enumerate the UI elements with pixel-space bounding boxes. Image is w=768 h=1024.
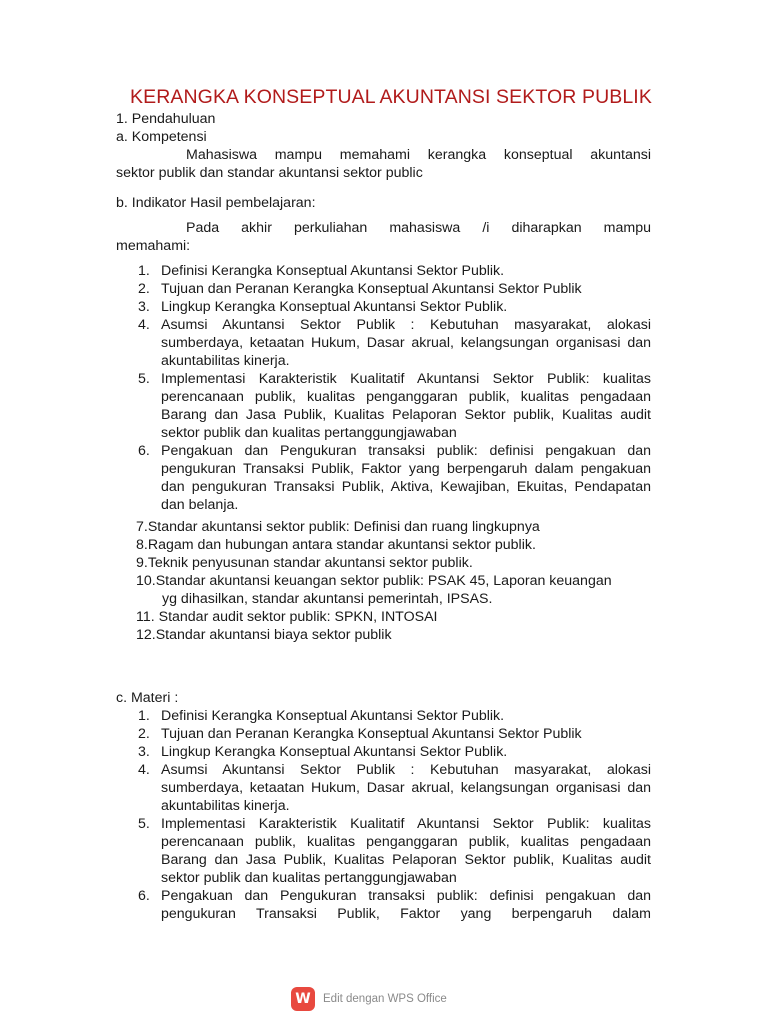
- list-item: 11. Standar audit sektor publik: SPKN, INTOSAI: [136, 609, 438, 625]
- list-item: 1. Definisi Kerangka Konseptual Akuntansi Sektor Publik.: [138, 263, 505, 279]
- list-item: 3. Lingkup Kerangka Konseptual Akuntansi Sektor Publik.: [138, 744, 508, 760]
- list-item: 6. Pengakuan dan Pengukuran transaksi publik: definisi pengakuan dan pengukuran Transaksi Publik, Faktor yang berpengaruh dalam pengakuan dan pengukuran Transaksi Publik, Aktiva, Kewajiban, Ekuitas, Pendapatan dan belanja.: [138, 443, 651, 513]
- list-item: 2. Tujuan dan Peranan Kerangka Konseptual Akuntansi Sektor Publik: [138, 281, 582, 297]
- indikator-extra-list: [136, 518, 651, 644]
- list-item: 10.Standar akuntansi keuangan sektor publik: PSAK 45, Laporan keuangan: [136, 573, 612, 589]
- indikator-intro: [116, 219, 651, 255]
- document-title: KERANGKA KONSEPTUAL AKUNTANSI SEKTOR PUBLIK: [130, 86, 652, 108]
- materi-list: [116, 707, 651, 923]
- indikator-intro-line-1: Pada akhir perkuliahan mahasiswa /i diharapkan mampu: [186, 220, 651, 236]
- kompetensi-line-2: sektor publik dan standar akuntansi sektor public: [116, 165, 423, 181]
- list-item-continuation: yg dihasilkan, standar akuntansi pemerintah, IPSAS.: [162, 591, 493, 607]
- list-item: 12.Standar akuntansi biaya sektor publik: [136, 627, 392, 643]
- list-item: 4. Asumsi Akuntansi Sektor Publik : Kebutuhan masyarakat, alokasi sumberdaya, ketaatan Hukum, Dasar akrual, kelangsungan organisasi dan akuntabilitas kinerja.: [138, 762, 651, 814]
- section-pendahuluan-heading: 1. Pendahuluan: [116, 111, 216, 127]
- list-item: 4. Asumsi Akuntansi Sektor Publik : Kebutuhan masyarakat, alokasi sumberdaya, ketaatan Hukum, Dasar akrual, kelangsungan organisasi dan akuntabilitas kinerja.: [138, 317, 651, 369]
- list-item: 3. Lingkup Kerangka Konseptual Akuntansi Sektor Publik.: [138, 299, 508, 315]
- kompetensi-paragraph: [116, 146, 651, 182]
- list-item: 5. Implementasi Karakteristik Kualitatif Akuntansi Sektor Publik: kualitas perencanaan publik, kualitas penganggaran publik, kualitas pengadaan Barang dan Jasa Publik, Kualitas Pelaporan Sektor publik, Kualitas audit sektor publik dan kualitas pertanggungjawaban: [138, 816, 651, 886]
- wps-office-icon: W: [291, 987, 315, 1011]
- list-item: 2. Tujuan dan Peranan Kerangka Konseptual Akuntansi Sektor Publik: [138, 726, 582, 742]
- list-item: 9.Teknik penyusunan standar akuntansi sektor publik.: [136, 555, 473, 571]
- list-item: 6. Pengakuan dan Pengukuran transaksi publik: definisi pengakuan dan pengukuran Transaksi Publik, Faktor yang berpengaruh dalam: [138, 888, 651, 922]
- list-item: 7.Standar akuntansi sektor publik: Definisi dan ruang lingkupnya: [136, 519, 540, 535]
- list-item: 5. Implementasi Karakteristik Kualitatif Akuntansi Sektor Publik: kualitas perencanaan publik, kualitas penganggaran publik, kualitas pengadaan Barang dan Jasa Publik, Kualitas Pelaporan Sektor publik, Kualitas audit sektor publik dan kualitas pertanggungjawaban: [138, 371, 651, 441]
- wps-edit-banner[interactable]: [291, 987, 447, 1011]
- indikator-heading: b. Indikator Hasil pembelajaran:: [116, 195, 316, 211]
- list-item: 1. Definisi Kerangka Konseptual Akuntansi Sektor Publik.: [138, 708, 505, 724]
- wps-edit-label[interactable]: Edit dengan WPS Office: [323, 993, 447, 1005]
- kompetensi-heading: a. Kompetensi: [116, 129, 207, 145]
- kompetensi-line-1: Mahasiswa mampu memahami kerangka konseptual akuntansi: [186, 147, 651, 163]
- indikator-intro-line-2: memahami:: [116, 238, 191, 254]
- indikator-list: [116, 262, 651, 514]
- materi-heading: c. Materi :: [116, 690, 179, 706]
- list-item: 8.Ragam dan hubungan antara standar akuntansi sektor publik.: [136, 537, 536, 553]
